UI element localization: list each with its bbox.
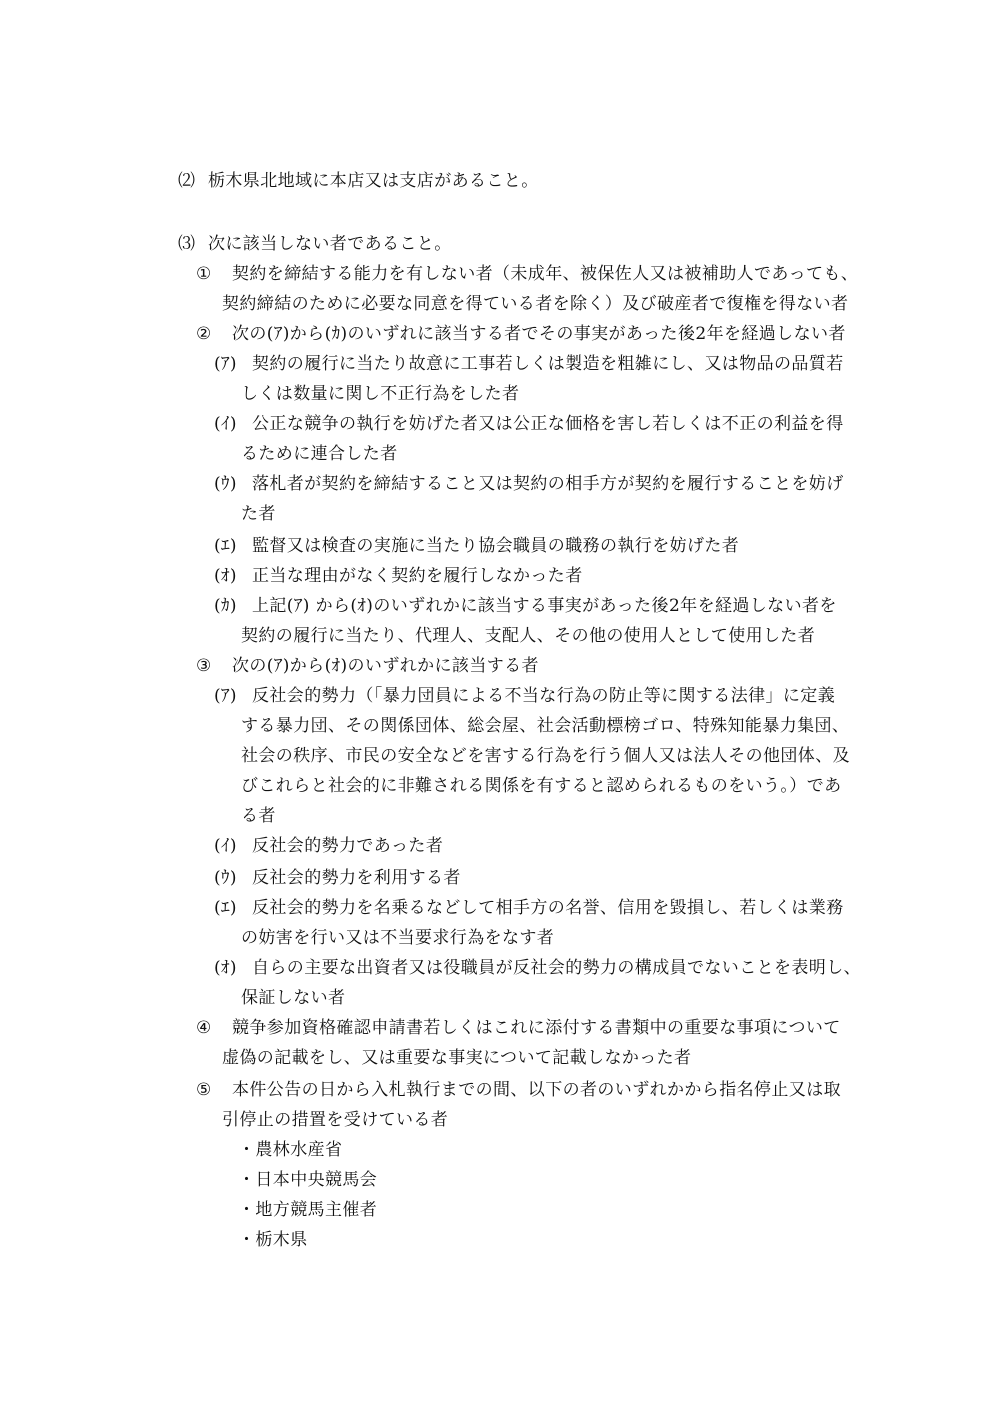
- subitem-marker: (ｵ): [214, 958, 237, 978]
- item-5-line: 引停止の措置を受けている者: [222, 1110, 449, 1130]
- item-5-line: 本件公告の日から入札執行までの間、以下の者のいずれかから指名停止又は取: [232, 1080, 841, 1100]
- subitem-marker: (ｱ): [214, 686, 237, 706]
- item-1-line: 契約を締結する能力を有しない者（未成年、被保佐人又は被補助人であっても、: [232, 264, 859, 284]
- item-4-line: 虚偽の記載をし、又は重要な事実について記載しなかった者: [222, 1048, 692, 1068]
- section-2-text: 栃木県北地域に本店又は支店があること。: [208, 171, 539, 191]
- ministry-list-item: ・農林水産省: [238, 1140, 343, 1160]
- subitem-line: しくは数量に関し不正行為をした者: [241, 384, 520, 404]
- subitem-line: 落札者が契約を締結すること又は契約の相手方が契約を履行することを妨げ: [252, 474, 844, 494]
- item-1-marker: ①: [196, 264, 212, 284]
- item-2-marker: ②: [196, 324, 212, 344]
- subitem-line: 上記(ｱ) から(ｵ)のいずれかに該当する事実があった後2年を経過しない者を: [252, 596, 837, 616]
- subitem-marker: (ｴ): [214, 536, 237, 556]
- subitem-line: 公正な競争の執行を妨げた者又は公正な価格を害し若しくは不正の利益を得: [252, 414, 844, 434]
- subitem-marker: (ｱ): [214, 354, 237, 374]
- subitem-line: 反社会的勢力（「暴力団員による不当な行為の防止等に関する法律」に定義: [252, 686, 836, 706]
- subitem-marker: (ｶ): [214, 596, 237, 616]
- subitem-line: る者: [241, 806, 276, 826]
- subitem-line: 正当な理由がなく契約を履行しなかった者: [252, 566, 583, 586]
- subitem-marker: (ｵ): [214, 566, 237, 586]
- subitem-marker: (ｳ): [214, 474, 237, 494]
- subitem-line: びこれらと社会的に非難される関係を有すると認められるものをいう。）であ: [241, 776, 842, 796]
- subitem-line: 監督又は検査の実施に当たり協会職員の職務の執行を妨げた者: [252, 536, 740, 556]
- subitem-line: 契約の履行に当たり故意に工事若しくは製造を粗雑にし、又は物品の品質若: [252, 354, 844, 374]
- subitem-marker: (ｳ): [214, 868, 237, 888]
- subitem-line: 反社会的勢力を名乗るなどして相手方の名誉、信用を毀損し、若しくは業務: [252, 898, 844, 918]
- subitem-marker: (ｴ): [214, 898, 237, 918]
- subitem-line: るために連合した者: [241, 444, 398, 464]
- item-4-marker: ④: [196, 1018, 212, 1038]
- section-2-marker: ⑵: [178, 171, 196, 191]
- ministry-list-item: ・栃木県: [238, 1230, 308, 1250]
- subitem-line: 反社会的勢力を利用する者: [252, 868, 461, 888]
- subitem-line: 反社会的勢力であった者: [252, 836, 444, 856]
- item-4-line: 競争参加資格確認申請書若しくはこれに添付する書類中の重要な事項について: [232, 1018, 841, 1038]
- item-5-marker: ⑤: [196, 1080, 212, 1100]
- subitem-marker: (ｲ): [214, 414, 237, 434]
- section-3-marker: ⑶: [178, 234, 196, 254]
- subitem-line: 契約の履行に当たり、代理人、支配人、その他の使用人として使用した者: [241, 626, 816, 646]
- subitem-line: た者: [241, 504, 276, 524]
- ministry-list-item: ・日本中央競馬会: [238, 1170, 378, 1190]
- item-3-line: 次の(ｱ)から(ｵ)のいずれかに該当する者: [232, 656, 539, 676]
- subitem-line: 自らの主要な出資者又は役職員が反社会的勢力の構成員でないことを表明し、: [252, 958, 861, 978]
- subitem-marker: (ｲ): [214, 836, 237, 856]
- ministry-list-item: ・地方競馬主催者: [238, 1200, 378, 1220]
- item-2-line: 次の(ｱ)から(ｶ)のいずれに該当する者でその事実があった後2年を経過しない者: [232, 324, 846, 344]
- item-1-line: 契約締結のために必要な同意を得ている者を除く）及び破産者で復権を得ない者: [222, 294, 849, 314]
- subitem-line: 社会の秩序、市民の安全などを害する行為を行う個人又は法人その他団体、及: [241, 746, 850, 766]
- section-3-text: 次に該当しない者であること。: [208, 234, 452, 254]
- subitem-line: の妨害を行い又は不当要求行為をなす者: [241, 928, 555, 948]
- item-3-marker: ③: [196, 656, 212, 676]
- subitem-line: 保証しない者: [241, 988, 346, 1008]
- subitem-line: する暴力団、その関係団体、総会屋、社会活動標榜ゴロ、特殊知能暴力集団、: [241, 716, 850, 736]
